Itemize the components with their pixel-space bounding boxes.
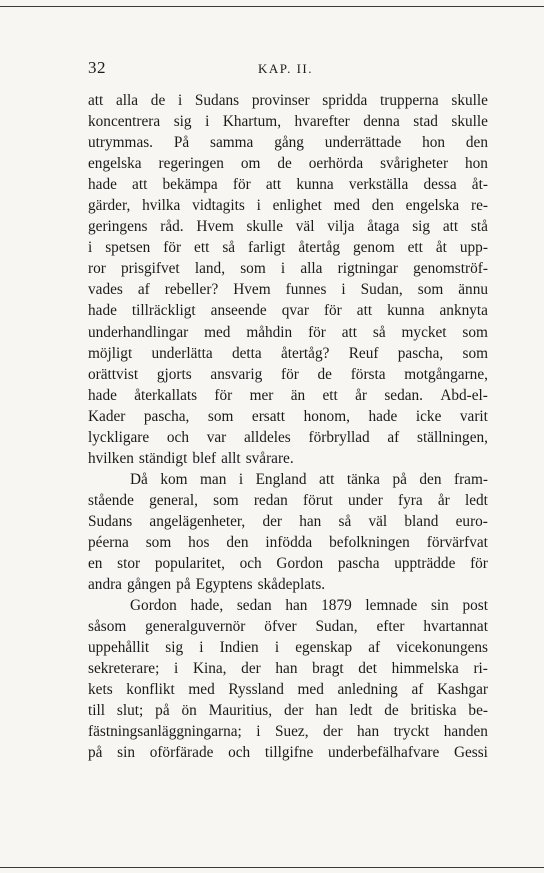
text-line: hvilken ständigt blef allt svårare. <box>88 449 294 467</box>
running-head: KAP. II. <box>258 61 313 76</box>
text-line: hade återkallats för mer än ett år sedan. Abd-el- <box>88 386 488 404</box>
text-line: ror prisgifvet land, som i alla rigtningar genomströf- <box>88 260 488 278</box>
text-line: en stor popularitet, och Gordon pascha uppträdde för <box>88 555 488 573</box>
text-line: engelska regeringen om de oerhörda svårigheter hon <box>88 155 488 173</box>
text-line: hade tillräckligt anseende qvar för att kunna anknyta <box>88 302 488 320</box>
text-line: underhandlingar med måhdin för att så mycket som <box>88 323 488 341</box>
text-line: såsom generalguvernör öfver Sudan, efter hvartannat <box>88 618 488 636</box>
page-number: 32 <box>88 58 106 77</box>
text-line: sekreterare; i Kina, der han bragt det himmelska ri- <box>88 660 488 678</box>
text-line: lyckligare och var alldeles förbryllad af ställningen, <box>88 428 488 446</box>
text-line: kets konflikt med Ryssland med anledning af Kashgar <box>88 681 488 699</box>
text-line: till slut; på ön Mauritius, der han ledt de britiska be- <box>88 702 488 720</box>
text-line: péerna som hos den infödda befolkningen förvärfvat <box>88 533 488 551</box>
text-line: Kader pascha, som ersatt honom, hade icke varit <box>88 407 488 425</box>
body-text <box>88 90 488 764</box>
text-line: koncentrera sig i Khartum, hvarefter denna stad skulle <box>88 113 488 131</box>
paragraph <box>88 469 488 595</box>
text-line: gärder, hvilka vidtagits i enlighet med den engelska re- <box>88 197 488 215</box>
text-line: att alla de i Sudans provinser spridda trupperna skulle <box>88 92 488 109</box>
text-line: uppehållit sig i Indien i egenskap af vicekonungens <box>88 639 488 657</box>
text-line: Då kom man i England att tänka på den fram- <box>130 470 488 488</box>
text-line: stående general, som redan förut under fyra år ledt <box>88 491 488 509</box>
text-line: geringens råd. Hvem skulle väl vilja åtaga sig att stå <box>88 218 488 236</box>
text-line: möjligt underlätta detta återtåg? Reuf pascha, som <box>88 344 488 362</box>
text-line: i spetsen för ett så farligt återtåg genom ett åt upp- <box>88 239 488 257</box>
text-line: Sudans angelägenheter, der han så väl bland euro- <box>88 512 488 530</box>
text-line: fästningsanläggningarna; i Suez, der han tryckt handen <box>88 723 488 741</box>
paragraph <box>88 595 488 763</box>
bottom-rule <box>0 867 544 868</box>
text-line: utrymmas. På samma gång underrättade hon den <box>88 134 488 152</box>
paragraph <box>88 90 488 469</box>
text-line: Gordon hade, sedan han 1879 lemnade sin post <box>130 597 488 615</box>
top-rule <box>0 6 544 7</box>
text-line: orättvist gjorts ansvarig för de första motgångarne, <box>88 365 488 383</box>
text-line: hade att bekämpa för att kunna verkställa dessa åt- <box>88 176 488 194</box>
text-line: andra gången på Egyptens skådeplats. <box>88 576 326 594</box>
text-line: vades af rebeller? Hvem funnes i Sudan, som ännu <box>88 281 488 299</box>
text-line: på sin oförfärade och tillgifne underbefälhafvare Gessi <box>88 744 488 762</box>
